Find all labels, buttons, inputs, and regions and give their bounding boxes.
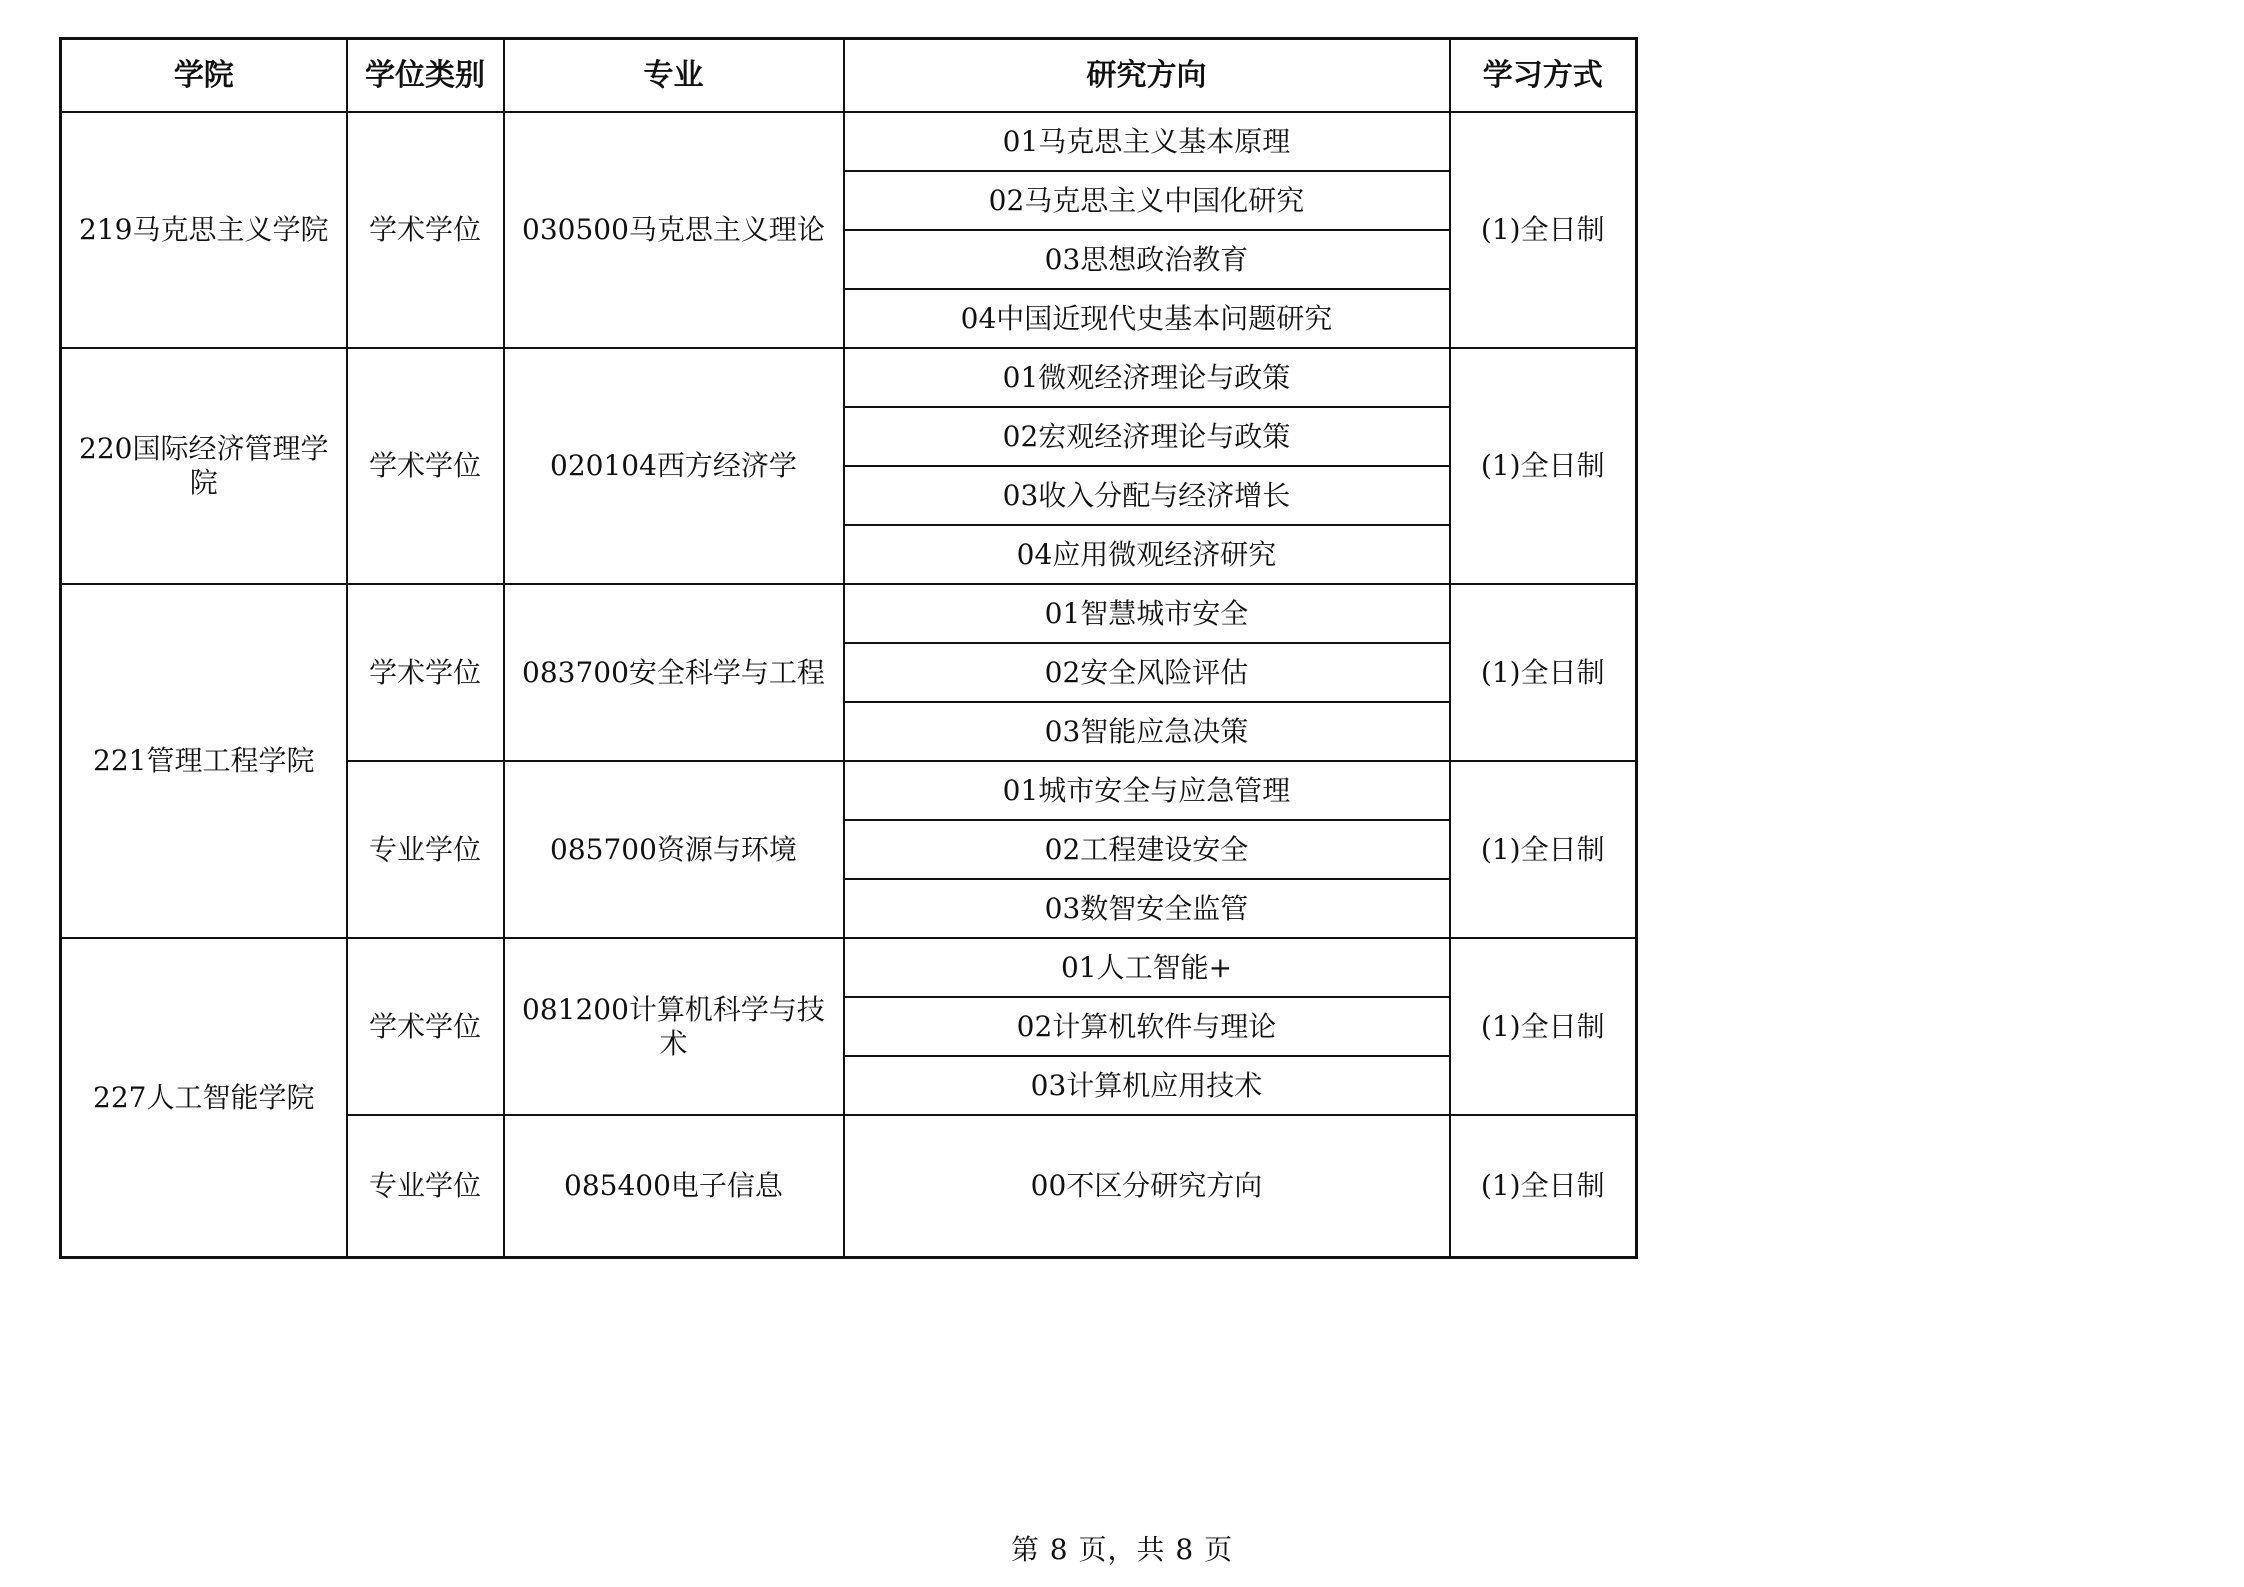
direction-cell: 04应用微观经济研究 bbox=[844, 525, 1450, 584]
direction-cell: 02计算机软件与理论 bbox=[844, 997, 1450, 1056]
direction-cell: 02安全风险评估 bbox=[844, 643, 1450, 702]
direction-cell: 03思想政治教育 bbox=[844, 230, 1450, 289]
degree-type-cell: 学术学位 bbox=[347, 348, 504, 584]
header-degree-type: 学位类别 bbox=[347, 39, 504, 113]
table-header-row bbox=[61, 39, 1637, 113]
direction-cell: 02马克思主义中国化研究 bbox=[844, 171, 1450, 230]
major-cell: 083700安全科学与工程 bbox=[504, 584, 844, 761]
degree-type-cell: 专业学位 bbox=[347, 1115, 504, 1258]
study-mode-cell: (1)全日制 bbox=[1450, 112, 1637, 348]
direction-cell: 03收入分配与经济增长 bbox=[844, 466, 1450, 525]
college-cell: 227人工智能学院 bbox=[61, 938, 347, 1258]
study-mode-cell: (1)全日制 bbox=[1450, 1115, 1637, 1258]
direction-cell: 03计算机应用技术 bbox=[844, 1056, 1450, 1115]
table-row bbox=[61, 584, 1637, 643]
study-mode-cell: (1)全日制 bbox=[1450, 348, 1637, 584]
degree-type-cell: 学术学位 bbox=[347, 938, 504, 1115]
study-mode-cell: (1)全日制 bbox=[1450, 584, 1637, 761]
study-mode-cell: (1)全日制 bbox=[1450, 938, 1637, 1115]
degree-type-cell: 专业学位 bbox=[347, 761, 504, 938]
header-major: 专业 bbox=[504, 39, 844, 113]
direction-cell: 01智慧城市安全 bbox=[844, 584, 1450, 643]
major-cell: 030500马克思主义理论 bbox=[504, 112, 844, 348]
header-research-direction: 研究方向 bbox=[844, 39, 1450, 113]
direction-cell: 02工程建设安全 bbox=[844, 820, 1450, 879]
major-cell: 081200计算机科学与技术 bbox=[504, 938, 844, 1115]
degree-type-cell: 学术学位 bbox=[347, 584, 504, 761]
college-cell: 219马克思主义学院 bbox=[61, 112, 347, 348]
direction-cell: 01城市安全与应急管理 bbox=[844, 761, 1450, 820]
program-catalog-table bbox=[59, 37, 1638, 1259]
degree-type-cell: 学术学位 bbox=[347, 112, 504, 348]
table-row bbox=[61, 112, 1637, 171]
direction-cell: 01微观经济理论与政策 bbox=[844, 348, 1450, 407]
direction-cell: 00不区分研究方向 bbox=[844, 1115, 1450, 1258]
direction-cell: 03智能应急决策 bbox=[844, 702, 1450, 761]
direction-cell: 03数智安全监管 bbox=[844, 879, 1450, 938]
direction-cell: 02宏观经济理论与政策 bbox=[844, 407, 1450, 466]
direction-cell: 01马克思主义基本原理 bbox=[844, 112, 1450, 171]
header-college: 学院 bbox=[61, 39, 347, 113]
page-number-footer: 第 8 页，共 8 页 bbox=[1010, 1533, 1234, 1566]
major-cell: 020104西方经济学 bbox=[504, 348, 844, 584]
table-row bbox=[61, 938, 1637, 997]
major-cell: 085400电子信息 bbox=[504, 1115, 844, 1258]
header-study-mode: 学习方式 bbox=[1450, 39, 1637, 113]
study-mode-cell: (1)全日制 bbox=[1450, 761, 1637, 938]
table-row bbox=[61, 348, 1637, 407]
college-cell: 221管理工程学院 bbox=[61, 584, 347, 938]
direction-cell: 01人工智能+ bbox=[844, 938, 1450, 997]
major-cell: 085700资源与环境 bbox=[504, 761, 844, 938]
college-cell: 220国际经济管理学院 bbox=[61, 348, 347, 584]
direction-cell: 04中国近现代史基本问题研究 bbox=[844, 289, 1450, 348]
